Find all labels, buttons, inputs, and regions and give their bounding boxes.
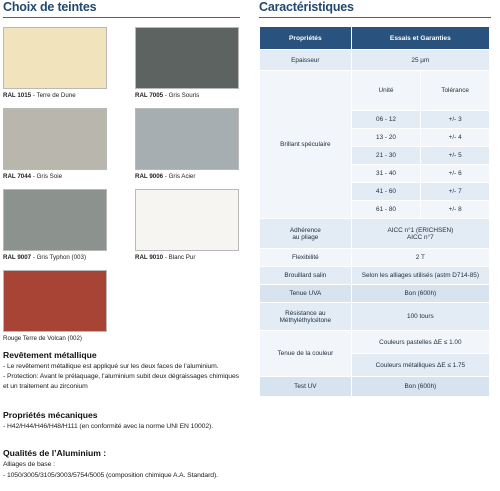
swatch-label-ral-7005: RAL 7005 - Gris Souris: [135, 92, 200, 99]
swatch-label-rouge-terre-de-volcan: Rouge Terre de Volcan (002): [3, 335, 82, 342]
section-title-proprietes-mecaniques: Propriétés mécaniques: [3, 410, 98, 420]
brillant-unit: 21 - 30: [351, 147, 421, 165]
label-adherence-line2: au pliage: [292, 233, 319, 241]
brillant-tolerance: +/- 8: [421, 201, 490, 219]
section-line: et un traitement au zirconium: [3, 383, 88, 390]
section-line: - Le revêtement métallique est appliqué sur les deux faces de l’aluminium.: [3, 363, 219, 370]
swatch-ral-9010: [135, 189, 239, 251]
header-divider-right: [259, 17, 491, 18]
sub-header-unite: Unité: [351, 71, 421, 111]
label-resistance-line1: Résistance au: [285, 309, 326, 317]
label-epaisseur: Epaisseur: [260, 50, 352, 71]
label-flexibilite: Flexibilité: [260, 249, 352, 267]
label-resistance: [260, 303, 352, 331]
section-line: - 1050/3005/3105/3003/5754/5005 (composition chimique A.A. Standard).: [3, 472, 218, 479]
value-couleur-pastelles: Couleurs pastelles ΔE ≤ 1.00: [351, 331, 489, 354]
value-brouillard: Selon les alliages utilisés (astm D714-85): [351, 267, 489, 285]
characteristics-table: [259, 26, 490, 397]
brillant-unit: 06 - 12: [351, 111, 421, 129]
brillant-unit: 61 - 80: [351, 201, 421, 219]
sub-header-tolerance: Tolérance: [421, 71, 490, 111]
value-flexibilite: 2 T: [351, 249, 489, 267]
value-couleur-metalliques: Couleurs métalliques ΔE ≤ 1.75: [351, 354, 489, 377]
brillant-unit: 13 - 20: [351, 129, 421, 147]
value-epaisseur: 25 µm: [351, 50, 489, 71]
label-uva: Tenue UVA: [260, 285, 352, 303]
label-adherence: [260, 219, 352, 249]
brillant-unit: 41 - 60: [351, 183, 421, 201]
section-title-revetement: Revêtement métallique: [3, 350, 97, 360]
brillant-unit: 31 - 40: [351, 165, 421, 183]
section-title-qualites-aluminium: Qualités de l’Aluminium :: [3, 448, 107, 458]
brillant-tolerance: +/- 3: [421, 111, 490, 129]
label-brillant: Brillant spéculaire: [260, 71, 352, 219]
swatch-ral-9007: [3, 189, 107, 251]
section-line: - Protection: Avant le prélaquage, l’aluminium subit deux dégraissages chimiques: [3, 373, 239, 380]
brillant-tolerance: +/- 4: [421, 129, 490, 147]
col-header-essais: Essais et Garanties: [351, 27, 489, 50]
label-test-uv: Test UV: [260, 377, 352, 397]
label-couleur: Tenue de la couleur: [260, 331, 352, 377]
brillant-tolerance: +/- 7: [421, 183, 490, 201]
label-resistance-line2: Méthyléthylcétone: [279, 316, 332, 324]
swatch-ral-7005: [135, 27, 239, 89]
brillant-tolerance: +/- 6: [421, 165, 490, 183]
header-divider-left: [3, 17, 240, 18]
value-adherence: [351, 219, 489, 249]
value-test-uv: Bon (600h): [351, 377, 489, 397]
color-choice-header: Choix de teintes: [3, 0, 97, 14]
section-line: - H42/H44/H46/H48/H111 (en conformité avec la norme UNI EN 10002).: [3, 423, 213, 430]
swatch-rouge-terre-de-volcan: [3, 270, 107, 332]
brillant-tolerance: +/- 5: [421, 147, 490, 165]
swatch-ral-7044: [3, 108, 107, 170]
swatch-ral-9006: [135, 108, 239, 170]
swatch-label-ral-9010: RAL 9010 - Blanc Pur: [135, 254, 196, 261]
swatch-label-ral-7044: RAL 7044 - Gris Soie: [3, 173, 63, 180]
value-resistance: 100 tours: [351, 303, 489, 331]
swatch-ral-1015: [3, 27, 107, 89]
section-line: Alliages de base :: [3, 461, 55, 468]
label-adherence-line1: Adhérence: [289, 226, 321, 234]
value-adherence-line1: AICC n°1 (ERICHSEN): [387, 226, 454, 234]
characteristics-header: Caractéristiques: [259, 0, 354, 14]
value-adherence-line2: AICC n°7: [406, 233, 434, 241]
swatch-label-ral-1015: RAL 1015 - Terre de Dune: [3, 92, 76, 99]
swatch-label-ral-9007: RAL 9007 - Gris Typhon (003): [3, 254, 87, 261]
value-uva: Bon (600h): [351, 285, 489, 303]
label-brouillard: Brouillard salin: [260, 267, 352, 285]
swatch-label-ral-9006: RAL 9006 - Gris Acier: [135, 173, 196, 180]
col-header-proprietes: Propriétés: [260, 27, 352, 50]
